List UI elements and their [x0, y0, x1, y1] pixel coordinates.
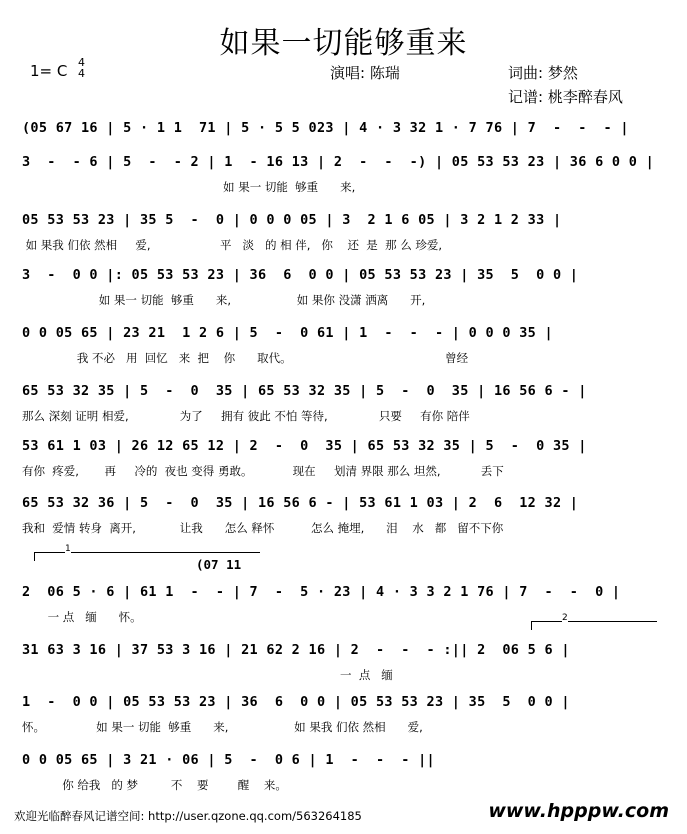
song-title: 如果一切能够重来 — [219, 26, 468, 61]
time-sig-top: 4 — [78, 56, 85, 69]
time-signature — [78, 57, 85, 79]
pickup-notes: (07 11 — [196, 557, 242, 572]
second-ending-bracket — [531, 613, 657, 630]
notation-line: 3 - - 6 | 5 - - 2 | 1 - 16 13 | 2 - - -) | 05 53 53 23 | 36 6 0 0 | — [22, 154, 655, 170]
notation-line: (05 67 16 | 5 · 1 1 71 | 5 · 5 5 023 | 4 · 3 32 1 · 7 76 | 7 - - - | — [22, 120, 629, 136]
key-signature: 1= C — [30, 62, 68, 80]
notation-line: 53 61 1 03 | 26 12 65 12 | 2 - 0 35 | 65 53 32 35 | 5 - 0 35 | — [22, 438, 587, 454]
notation-line: 3 - 0 0 |: 05 53 53 23 | 36 6 0 0 | 05 53 53 23 | 35 5 0 0 | — [22, 267, 579, 283]
notation-line: 05 53 53 23 | 35 5 - 0 | 0 0 0 05 | 3 2 1 6 05 | 3 2 1 2 33 | — [22, 212, 562, 228]
lyricist-composer-credit: 词曲: 梦然 — [508, 64, 578, 82]
singer-credit: 演唱: 陈瑞 — [330, 64, 400, 82]
notation-line: 0 0 05 65 | 3 21 · 06 | 5 - 0 6 | 1 - - - || — [22, 752, 435, 768]
lyric-line: 一 点 缅 怀。 — [22, 610, 142, 624]
transcriber-credit: 记谱: 桃李醉春风 — [508, 88, 623, 106]
lyric-line: 怀。 如 果一 切能 够重 来, 如 果我 们依 然相 爱, — [22, 720, 423, 734]
second-ending-number: 2 — [562, 613, 568, 623]
notation-line: 65 53 32 35 | 5 - 0 35 | 65 53 32 35 | 5 - 0 35 | 16 56 6 - | — [22, 383, 587, 399]
brand-watermark: www.hpppw.com — [488, 800, 669, 822]
footer-link-text[interactable]: 欢迎光临醉春风记谱空间: http://user.qzone.qq.com/563264185 — [14, 809, 362, 823]
lyric-line: 我 不必 用 回忆 来 把 你 取代。 曾经 — [22, 351, 469, 365]
lyric-line: 一 点 缅 — [22, 668, 393, 682]
lyric-line: 如 果一 切能 够重 来, — [22, 180, 356, 194]
lyric-line: 如 果我 们依 然相 爱, 平 淡 的 相 伴, 你 还 是 那 么 珍爱, — [22, 238, 443, 252]
lyric-line: 那么 深刻 证明 相爱, 为了 拥有 彼此 不怕 等待, 只要 有你 陪伴 — [22, 409, 470, 423]
lyric-line: 如 果一 切能 够重 来, 如 果你 没潇 洒离 开, — [22, 293, 426, 307]
time-sig-bottom: 4 — [78, 67, 85, 80]
notation-line: 2 06 5 · 6 | 61 1 - - | 7 - 5 · 23 | 4 · 3 3 2 1 76 | 7 - - 0 | — [22, 584, 621, 600]
lyric-line: 你 给我 的 梦 不 要 醒 来。 — [22, 778, 287, 792]
notation-line: 31 63 3 16 | 37 53 3 16 | 21 62 2 16 | 2 - - - :|| 2 06 5 6 | — [22, 642, 570, 658]
lyric-line: 有你 疼爱, 再 冷的 夜也 变得 勇敢。 现在 划清 界限 那么 坦然, 丢下 — [22, 464, 504, 478]
notation-line: 65 53 32 36 | 5 - 0 35 | 16 56 6 - | 53 61 1 03 | 2 6 12 32 | — [22, 495, 579, 511]
notation-line: 0 0 05 65 | 23 21 1 2 6 | 5 - 0 61 | 1 - - - | 0 0 0 35 | — [22, 325, 553, 341]
notation-line: 1 - 0 0 | 05 53 53 23 | 36 6 0 0 | 05 53 53 23 | 35 5 0 0 | — [22, 694, 570, 710]
first-ending-number: 1 — [65, 544, 71, 554]
lyric-line: 我和 爱情 转身 离开, 让我 怎么 释怀 怎么 掩埋, 泪 水 都 留不下你 — [22, 521, 504, 535]
